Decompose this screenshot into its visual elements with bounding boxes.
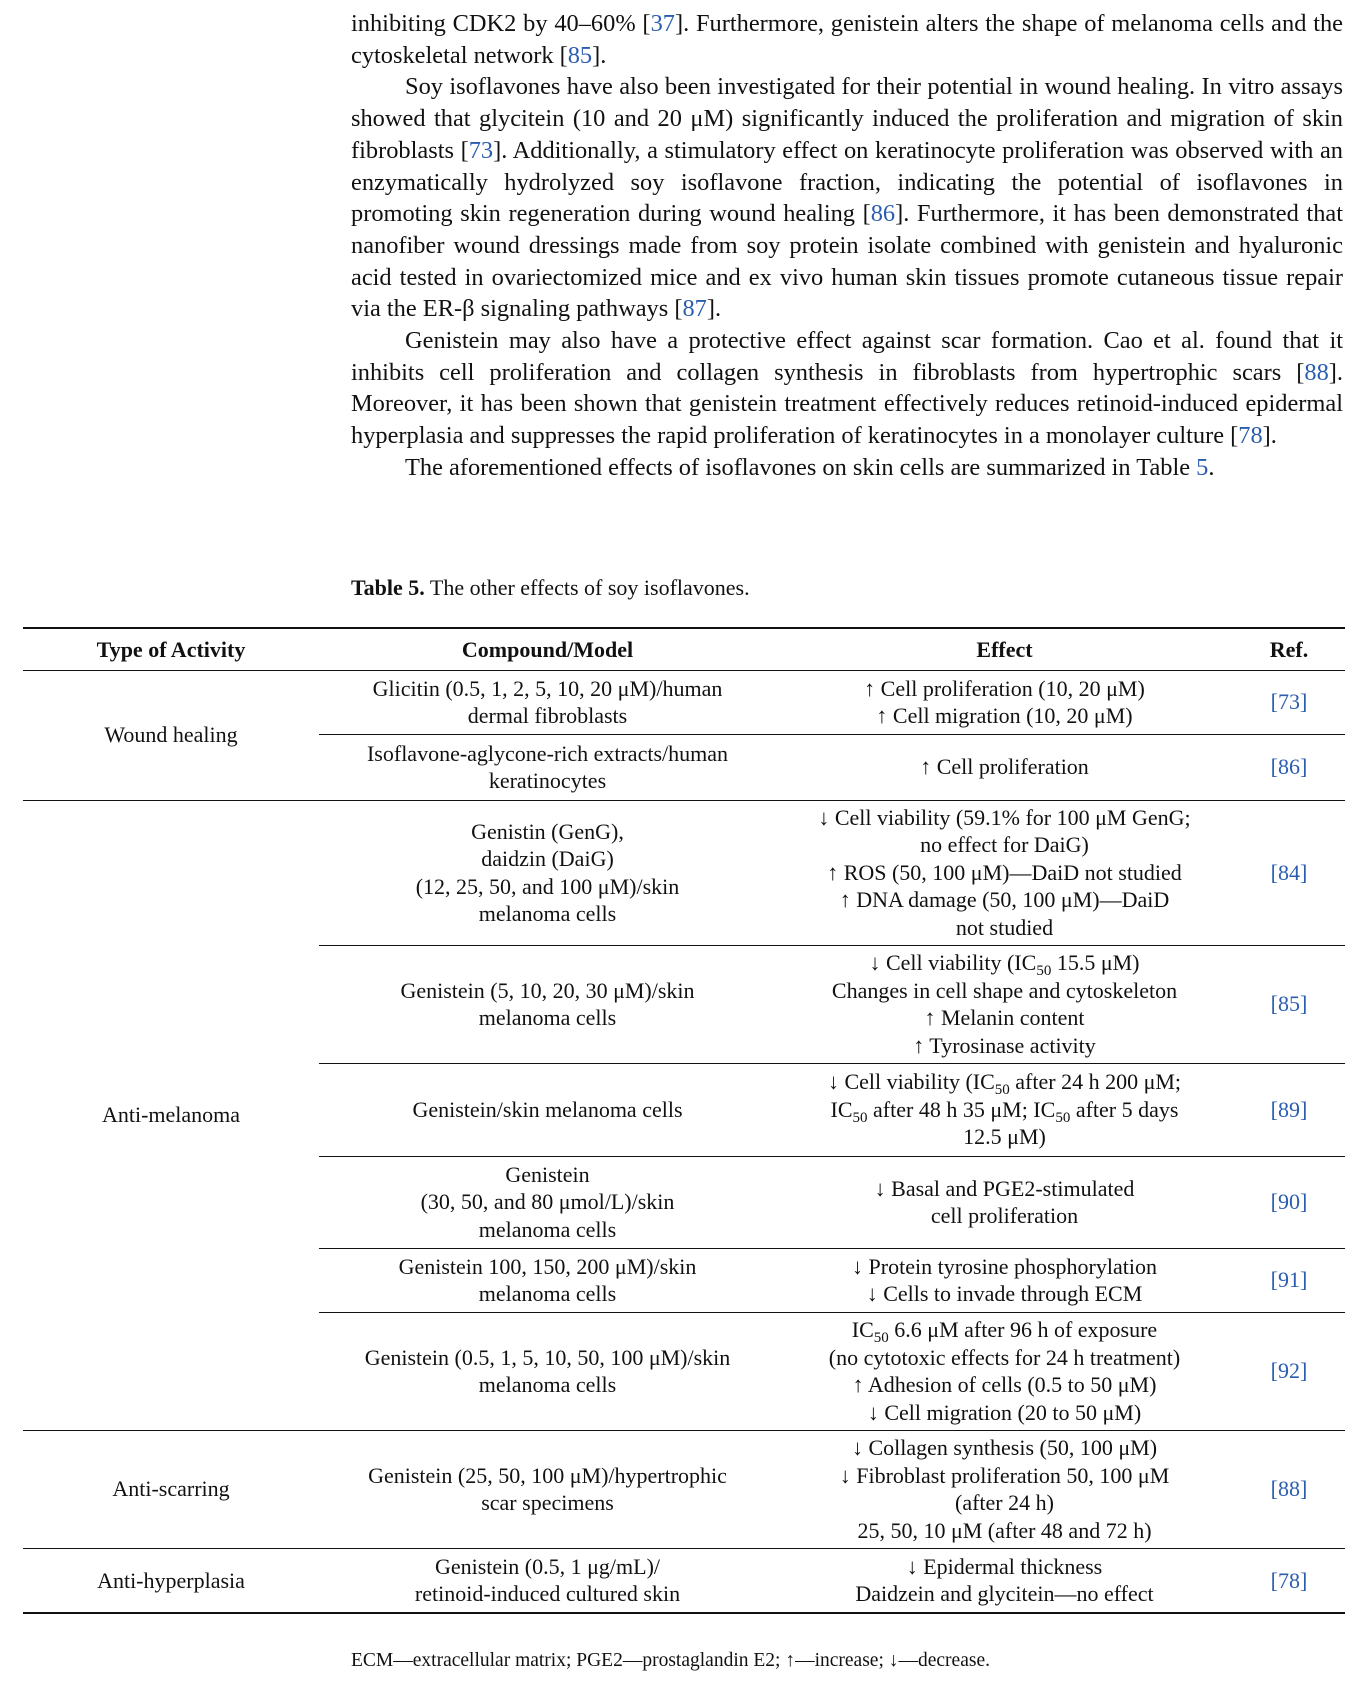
caption-text: The other effects of soy isoflavones. [424, 575, 750, 600]
effect-line [776, 859, 1233, 887]
effect-text: after 5 days [1070, 1096, 1179, 1122]
paragraph [351, 452, 1343, 484]
compound-line: Glicitin (0.5, 1, 2, 5, 10, 20 μM)/human [372, 675, 723, 701]
effect-text: after 24 h 200 μM; [1009, 1069, 1182, 1095]
paragraph-text: inhibiting CDK2 by 40–60% [ [351, 10, 651, 37]
ref-bracket-open: [ [1270, 689, 1278, 715]
effect-cell [776, 1063, 1233, 1156]
effect-line [776, 1371, 1233, 1399]
citation-link[interactable]: 78 [1238, 422, 1263, 450]
compound-cell [319, 1063, 776, 1156]
compound-line: retinoid-induced cultured skin [414, 1581, 681, 1607]
effect-line [776, 1517, 1233, 1545]
effect-text: (after 24 h) [955, 1490, 1054, 1515]
effect-line [776, 831, 1233, 859]
activity-cell: Anti-melanoma [23, 800, 319, 1430]
table-caption [351, 575, 750, 601]
citation-link[interactable]: 5 [1196, 453, 1209, 481]
effect-text: (no cytotoxic effects for 24 h treatment) [828, 1344, 1181, 1370]
effect-text: Changes in cell shape and cytoskeleton [831, 977, 1178, 1003]
citation-link[interactable]: 85 [1278, 991, 1300, 1017]
effect-line [776, 914, 1233, 942]
citation-link[interactable]: 73 [468, 136, 494, 164]
effects-table [23, 627, 1345, 1614]
compound-line: daidzin (DaiG) [481, 846, 614, 871]
citation-link[interactable]: 84 [1278, 859, 1300, 885]
effect-cell [776, 670, 1233, 734]
paragraph [351, 8, 1343, 71]
ref-bracket-open: [ [1270, 1096, 1278, 1122]
citation-link[interactable]: 90 [1278, 1189, 1300, 1215]
compound-line: (30, 50, and 80 μmol/L)/skin [420, 1189, 675, 1215]
table-row [23, 1430, 1345, 1548]
compound-line: Genistein (5, 10, 20, 30 μM)/skin [400, 977, 695, 1003]
paragraph-text: ]. Additionally, a stimulatory effect on keratinocyte proliferation was observed with an enzymatically hydrolyzed soy isoflavone fraction, indicating the potential of isoflavones in promoting skin regeneration during wound healing [ [351, 136, 1343, 228]
compound-cell [319, 1248, 776, 1312]
effect-text: ↓ Cell viability (59.1% for 100 μM GenG; [818, 804, 1191, 830]
citation-link[interactable]: 37 [650, 10, 675, 37]
effect-line [776, 977, 1233, 1005]
effect-text: ↑ Cell proliferation [920, 754, 1089, 780]
ref-bracket-close: ] [1300, 1567, 1308, 1593]
activity-cell: Anti-scarring [23, 1430, 319, 1548]
effect-text: ↓ Cells to invade through ECM [866, 1281, 1143, 1306]
ref-cell [1233, 1156, 1345, 1248]
ref-bracket-close: ] [1300, 1096, 1308, 1122]
compound-line: Genistein (0.5, 1 μg/mL)/ [434, 1553, 661, 1579]
paragraph-text: ]. Furthermore, it has been demonstrated that nanofiber wound dressings made from soy protein isolate combined with genistein and hyaluronic acid tested in ovariectomized mice and ex vivo human skin tissues promote cutaneous tissue repair via the ER-β signaling pathways [ [351, 200, 1343, 323]
effect-cell [776, 800, 1233, 945]
citation-link[interactable]: 87 [682, 295, 707, 323]
subscript: 50 [1055, 1109, 1071, 1126]
effect-line [776, 1344, 1233, 1372]
effect-line [776, 1580, 1233, 1608]
effect-text: cell proliferation [930, 1203, 1079, 1228]
effect-text: ↓ Protein tyrosine phosphorylation [852, 1253, 1157, 1279]
paragraph-text: Soy isoflavones have also been investigated for their potential in wound healing. In vitro assays showed that glycitein (10 and 20 μM) significantly induced the proliferation and migration of skin fibroblasts [ [351, 73, 1343, 164]
activity-cell: Anti-hyperplasia [23, 1548, 319, 1613]
effect-text: ↓ Cell viability (IC [827, 1069, 995, 1095]
effect-line [776, 1553, 1233, 1581]
ref-bracket-open: [ [1270, 1567, 1278, 1593]
effect-line [776, 702, 1233, 730]
ref-cell [1233, 734, 1345, 800]
subscript: 50 [852, 1109, 868, 1126]
paragraph-text: ]. [706, 295, 722, 323]
ref-cell [1233, 945, 1345, 1063]
effect-text: ↑ Tyrosinase activity [913, 1032, 1096, 1058]
ref-bracket-open: [ [1270, 1267, 1278, 1293]
effect-line [776, 1462, 1233, 1490]
effect-text: 12.5 μM) [963, 1124, 1046, 1150]
paragraph [351, 325, 1343, 452]
table-header-row [23, 628, 1345, 670]
ref-bracket-close: ] [1300, 1267, 1308, 1293]
effect-line [776, 1068, 1233, 1099]
ref-bracket-open: [ [1270, 754, 1278, 780]
compound-line: melanoma cells [478, 1216, 617, 1242]
effect-line [776, 804, 1233, 832]
citation-link[interactable]: 91 [1278, 1267, 1300, 1293]
effect-line [776, 1253, 1233, 1281]
paragraph-text: . [1208, 453, 1215, 481]
subscript: 50 [994, 1082, 1010, 1099]
effect-text: 15.5 μM) [1051, 950, 1140, 975]
header-compound: Compound/Model [319, 628, 776, 670]
effect-text: no effect for DaiG) [920, 832, 1089, 858]
ref-bracket-close: ] [1300, 754, 1308, 780]
citation-link[interactable]: 85 [567, 41, 593, 69]
compound-cell [319, 1430, 776, 1548]
compound-line: scar specimens [481, 1490, 614, 1515]
effect-line [776, 1280, 1233, 1308]
effect-line [776, 753, 1233, 781]
ref-bracket-open: [ [1270, 1189, 1278, 1215]
effect-line [776, 1004, 1233, 1032]
effect-text: ↓ Basal and PGE2-stimulated [874, 1175, 1135, 1201]
compound-cell [319, 1548, 776, 1613]
compound-line: Genistein (25, 50, 100 μM)/hypertrophic [368, 1462, 727, 1488]
effect-text: ↑ Cell migration (10, 20 μM) [876, 703, 1133, 728]
compound-line: Genistein [505, 1161, 590, 1187]
effect-text: ↓ Cell migration (20 to 50 μM) [867, 1399, 1142, 1425]
ref-cell [1233, 1248, 1345, 1312]
ref-bracket-open: [ [1270, 1358, 1278, 1384]
paragraph [351, 71, 1343, 325]
compound-line: (12, 25, 50, and 100 μM)/skin [415, 873, 680, 899]
paragraph-text: ]. [592, 41, 607, 69]
effect-text: ↑ DNA damage (50, 100 μM)—DaiD [839, 887, 1170, 913]
effect-cell [776, 1248, 1233, 1312]
compound-cell [319, 945, 776, 1063]
effect-line [776, 1434, 1233, 1462]
effect-cell [776, 1548, 1233, 1613]
effect-line [776, 949, 1233, 977]
ref-bracket-close: ] [1300, 689, 1308, 715]
ref-cell [1233, 670, 1345, 734]
effect-text: IC [851, 1317, 874, 1342]
ref-cell [1233, 1430, 1345, 1548]
effect-text: Daidzein and glycitein—no effect [855, 1581, 1154, 1607]
ref-bracket-close: ] [1300, 1358, 1308, 1384]
compound-line: Genistein 100, 150, 200 μM)/skin [398, 1253, 697, 1279]
compound-line: keratinocytes [488, 768, 607, 793]
ref-cell [1233, 1063, 1345, 1156]
activity-cell: Wound healing [23, 670, 319, 800]
table-row [23, 670, 1345, 734]
paragraph-text: ]. Moreover, it has been shown that genistein treatment effectively reduces retinoid-induced epidermal hyperplasia and suppresses the rapid proliferation of keratinocytes in a monolayer culture [ [351, 358, 1343, 450]
effect-line [776, 1032, 1233, 1060]
compound-cell [319, 1156, 776, 1248]
paragraph-text: The aforementioned effects of isoflavones on skin cells are summarized in Table [405, 453, 1197, 481]
paragraph-text: ]. [1262, 422, 1277, 450]
effect-line [776, 1123, 1233, 1151]
effect-cell [776, 945, 1233, 1063]
ref-bracket-close: ] [1300, 1189, 1308, 1215]
header-activity: Type of Activity [23, 628, 319, 670]
compound-line: dermal fibroblasts [467, 703, 628, 728]
effect-cell [776, 1312, 1233, 1430]
effect-text: IC [830, 1096, 853, 1122]
citation-link[interactable]: 73 [1278, 689, 1300, 715]
effect-cell [776, 1156, 1233, 1248]
compound-line: melanoma cells [478, 1281, 617, 1306]
effect-line [776, 886, 1233, 914]
subscript: 50 [1036, 963, 1052, 979]
effect-line [776, 1202, 1233, 1230]
ref-cell [1233, 1312, 1345, 1430]
compound-line: Genistein/skin melanoma cells [412, 1096, 683, 1122]
ref-bracket-open: [ [1270, 859, 1278, 885]
compound-line: melanoma cells [478, 1372, 617, 1397]
citation-link[interactable]: 92 [1278, 1358, 1300, 1384]
effect-line [776, 675, 1233, 703]
effect-text: ↑ Melanin content [924, 1005, 1085, 1030]
citation-link[interactable]: 86 [870, 200, 896, 228]
compound-cell [319, 670, 776, 734]
ref-cell [1233, 1548, 1345, 1613]
effect-cell [776, 734, 1233, 800]
header-ref: Ref. [1233, 628, 1345, 670]
effect-text: ↑ Cell proliferation (10, 20 μM) [864, 675, 1145, 701]
compound-line: Isoflavone-aglycone-rich extracts/human [366, 740, 728, 766]
compound-cell [319, 800, 776, 945]
ref-bracket-open: [ [1270, 991, 1278, 1017]
ref-cell [1233, 800, 1345, 945]
effect-text: ↓ Cell viability (IC [869, 950, 1037, 975]
effect-line [776, 1399, 1233, 1427]
compound-line: melanoma cells [478, 1005, 617, 1030]
paragraph-text: ]. Furthermore, genistein alters the shape of melanoma cells and the cytoskeletal network [ [351, 10, 1343, 69]
effect-text: ↓ Fibroblast proliferation 50, 100 μM [839, 1462, 1170, 1488]
effect-text: 25, 50, 10 μM (after 48 and 72 h) [857, 1517, 1152, 1543]
effect-line [776, 1489, 1233, 1517]
compound-cell [319, 1312, 776, 1430]
compound-line: Genistein (0.5, 1, 5, 10, 50, 100 μM)/skin [364, 1344, 731, 1370]
table-row [23, 800, 1345, 945]
effect-line [776, 1096, 1233, 1124]
effect-text: ↓ Collagen synthesis (50, 100 μM) [851, 1435, 1158, 1460]
citation-link[interactable]: 78 [1278, 1567, 1300, 1593]
effect-text: ↑ ROS (50, 100 μM)—DaiD not studied [827, 859, 1182, 885]
citation-link[interactable]: 88 [1304, 358, 1329, 386]
effect-line [776, 1175, 1233, 1203]
ref-bracket-close: ] [1300, 1476, 1308, 1502]
effect-text: ↑ Adhesion of cells (0.5 to 50 μM) [852, 1372, 1157, 1397]
ref-bracket-close: ] [1300, 859, 1308, 885]
compound-line: Genistin (GenG), [471, 818, 624, 844]
caption-label: Table 5. [351, 575, 425, 600]
compound-line: melanoma cells [478, 901, 617, 926]
citation-link[interactable]: 86 [1278, 754, 1300, 780]
effect-text: 6.6 μM after 96 h of exposure [888, 1317, 1158, 1342]
citation-link[interactable]: 89 [1278, 1096, 1300, 1122]
table-footnote: ECM—extracellular matrix; PGE2—prostaglandin E2; ↑—increase; ↓—decrease. [351, 1650, 990, 1671]
effect-line [776, 1316, 1233, 1344]
ref-bracket-close: ] [1300, 991, 1308, 1017]
effect-text: after 48 h 35 μM; IC [867, 1096, 1056, 1122]
effect-cell [776, 1430, 1233, 1548]
header-effect: Effect [776, 628, 1233, 670]
ref-bracket-open: [ [1270, 1476, 1278, 1502]
body-text [351, 8, 1343, 484]
compound-cell [319, 734, 776, 800]
citation-link[interactable]: 88 [1278, 1476, 1300, 1502]
paragraph-text: Genistein may also have a protective effect against scar formation. Cao et al. found that it inhibits cell proliferation and collagen synthesis in fibroblasts from hypertrophic scars [ [351, 327, 1343, 386]
effect-text: ↓ Epidermal thickness [906, 1553, 1103, 1579]
table-row [23, 1548, 1345, 1613]
effect-text: not studied [955, 914, 1054, 940]
subscript: 50 [873, 1330, 889, 1346]
